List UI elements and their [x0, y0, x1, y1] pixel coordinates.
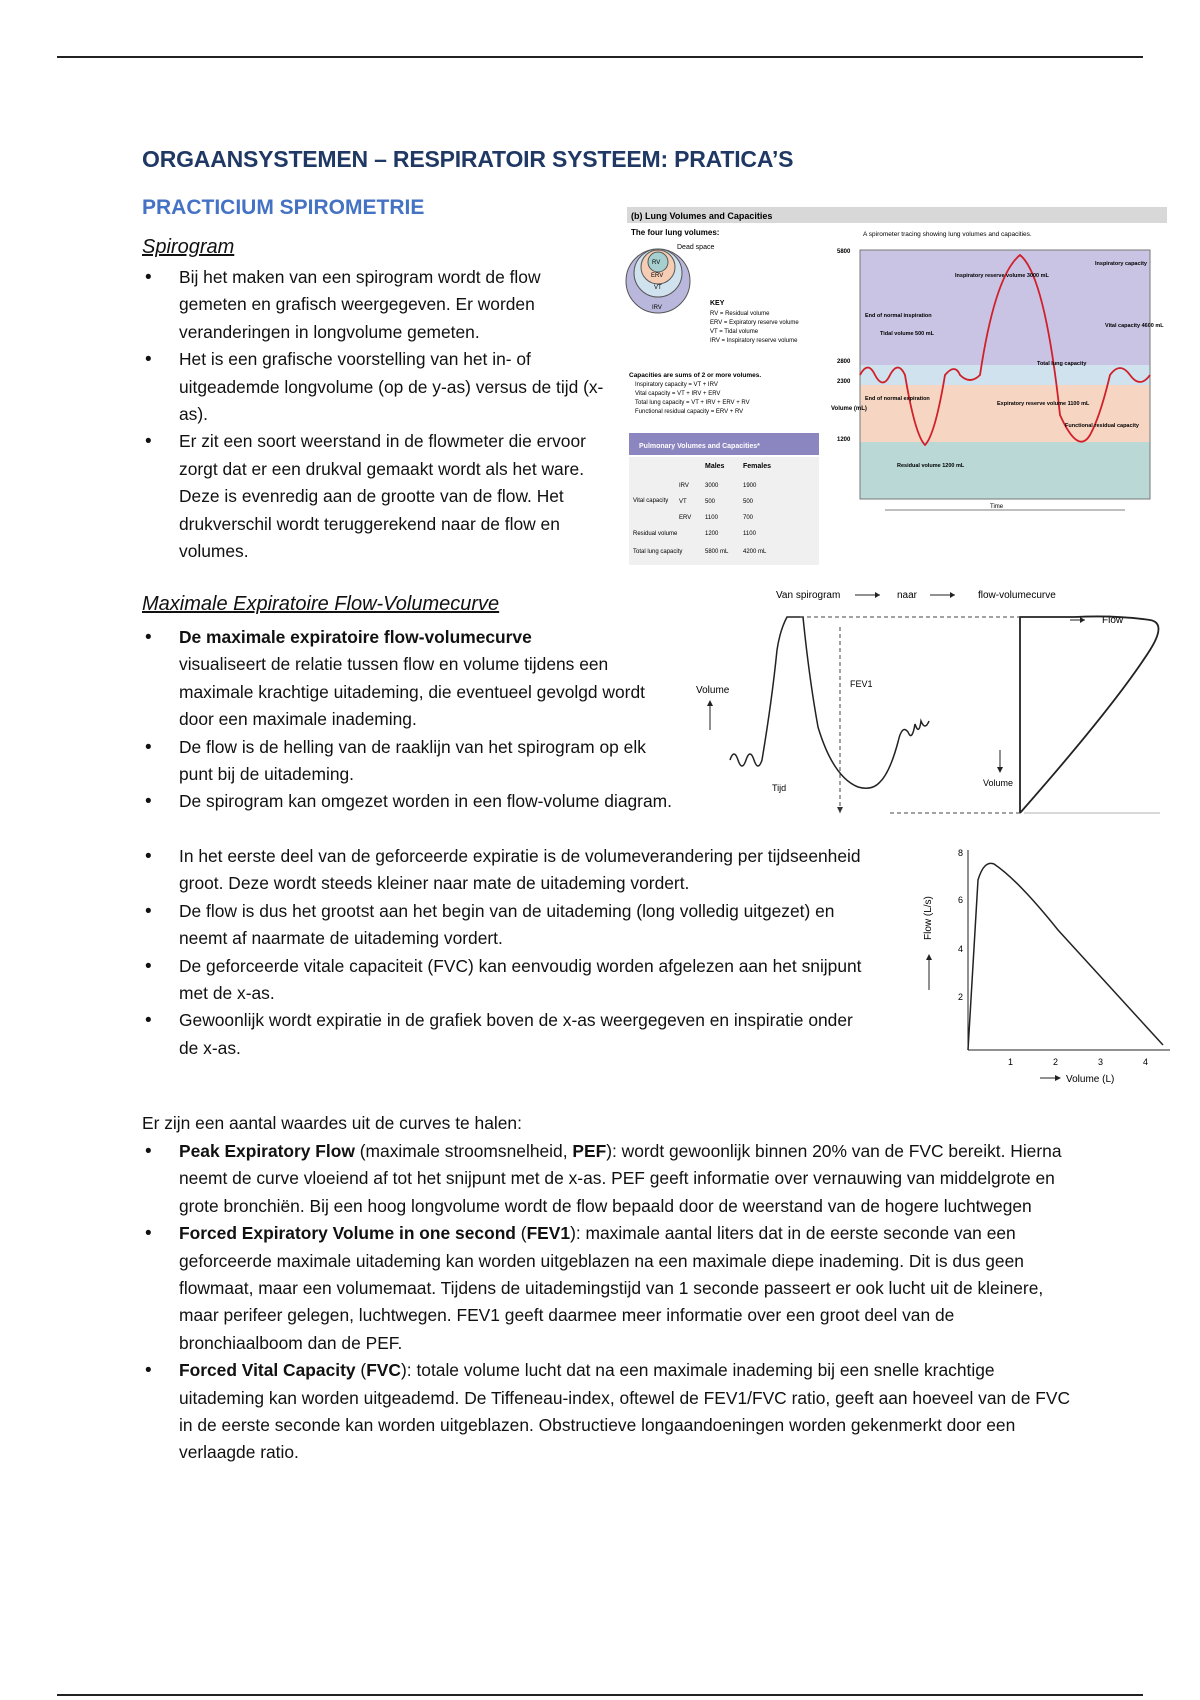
conv-title-mid: naar	[897, 590, 918, 601]
y-tick: 8	[958, 848, 964, 858]
erv-note: Expiratory reserve volume 1100 mL	[997, 401, 1090, 407]
table-cell: 1100	[743, 531, 756, 537]
x-tick: 2	[1053, 1057, 1059, 1067]
x-tick: 1	[1008, 1057, 1014, 1067]
end-insp-note: End of normal inspiration	[865, 313, 932, 319]
x-tick: 3	[1098, 1057, 1104, 1067]
list-text: visualiseert de relatie tussen flow en volume tijdens een maximale krachtige uitademing, die eventueel gevolgd wordt door een maximale inademing.	[179, 654, 645, 730]
frc-note: Functional residual capacity	[1065, 423, 1139, 429]
list-item	[142, 1138, 1082, 1220]
y-tick: 1200	[837, 437, 851, 443]
key-title: KEY	[710, 300, 725, 307]
capacity-line: Functional residual capacity = ERV + RV	[635, 409, 744, 415]
list-item: • In het eerste deel van de geforceerde expiratie is de volumeverandering per tijdseenheid groot. Deze wordt steeds kleiner naar mate de uitademing vordert.	[142, 843, 872, 898]
y-tick: 2800	[837, 359, 851, 365]
table-cell: 700	[743, 515, 754, 521]
spirogram-heading: Spirogram	[142, 236, 235, 258]
fv-x-arrowhead	[1055, 1075, 1061, 1081]
y-tick: 6	[958, 895, 964, 905]
top-rule	[57, 56, 1143, 58]
list-text: (	[515, 1223, 527, 1244]
fv-x-label: Volume (L)	[1066, 1074, 1115, 1085]
key-line: VT = Tidal volume	[710, 329, 759, 335]
list-item: • De flow is dus het grootst aan het begin van de uitademing (long volledig uitgezet) en neemt af naarmate de uitademing vordert.	[142, 898, 872, 953]
table-cell: 500	[743, 499, 754, 505]
section-heading: PRACTICIUM SPIROMETRIE	[142, 196, 425, 219]
bold-term: FVC	[366, 1360, 401, 1381]
list-item: • De spirogram kan omgezet worden in een flow-volume diagram.	[142, 788, 682, 815]
spirogram-trace	[730, 617, 929, 788]
rv-label: RV	[652, 260, 661, 266]
fv-y-label: Flow (L/s)	[923, 896, 934, 940]
table-head-females: Females	[743, 463, 772, 470]
rv-band	[860, 442, 1150, 499]
list-text: ): totale volume lucht dat na een maximale inademing bij een snelle krachtige uitademing kan worden uitgeademd. De Tiffeneau-index, oftewel de FEV1/FVC ratio, geeft aan hoeveel van de FVC in de eerste seconde kan worden uitgeblazen. Obstructieve longaandoeningen worden gekenmerkt door een verlaagde ratio.	[179, 1360, 1070, 1463]
conversion-figure	[690, 585, 1170, 840]
table-cell: 1900	[743, 483, 757, 489]
volume2-label: Volume	[983, 778, 1014, 788]
list-item: • Er zit een soort weerstand in de flowmeter die ervoor zorgt dat er een drukval gemaakt wordt als het ware. Deze is evenredig aan de grootte van de flow. Het drukverschil wordt teruggerekend naar de flow en volumes.	[142, 428, 610, 565]
flowcurve-list-top	[142, 624, 682, 816]
bold-term: Forced Expiratory Volume in one second	[179, 1223, 516, 1244]
volume-arrowhead	[707, 700, 713, 706]
capacity-line: Vital capacity = VT + IRV + ERV	[635, 391, 721, 397]
irv-label: IRV	[652, 305, 662, 311]
y-tick: 4	[958, 944, 964, 954]
values-intro: Er zijn een aantal waardes uit de curves te halen:	[142, 1113, 522, 1133]
spirogram-list	[142, 264, 610, 565]
lung-volumes-figure	[625, 205, 1170, 565]
list-item: • De geforceerde vitale capaciteit (FVC) kan eenvoudig worden afgelezen aan het snijpunt met de x-as.	[142, 953, 872, 1008]
flow-label: Flow	[1102, 615, 1124, 626]
table-row-label: Total lung capacity	[633, 549, 683, 555]
tv-band	[860, 365, 1150, 385]
erv-label: ERV	[651, 273, 664, 279]
list-text: ): maximale aantal liters dat in de eerste seconde van een geforceerde maximale uitademing kan worden uitgeblazen na een maximale diepe inademing. Dit is dus geen flowmaat, maar een volumemaat. Tijdens de uitademingstijd van 1 seconde passeert er ook lucht uit de kleinere, maar perifeer gelegen, luchtwegen. FEV1 geeft daarmee meer informatie over een groot deel van de bronchiaalboom dan de PEF.	[179, 1223, 1044, 1353]
dead-space-label: Dead space	[677, 244, 715, 251]
capacities-title: Capacities are sums of 2 or more volumes.	[629, 372, 762, 379]
list-item	[142, 1220, 1082, 1357]
vt-label: VT	[654, 285, 662, 291]
y-tick: 2	[958, 992, 964, 1002]
table-title: Pulmonary Volumes and Capacities*	[639, 443, 760, 450]
bold-term: Forced Vital Capacity	[179, 1360, 356, 1381]
y-tick: 5800	[837, 249, 851, 255]
end-exp-note: End of normal expiration	[865, 396, 930, 402]
list-item	[142, 624, 682, 734]
table-row-label: Residual volume	[633, 531, 678, 537]
table-row-label: ERV	[679, 515, 692, 521]
irv-band	[860, 250, 1150, 365]
figure-header: (b) Lung Volumes and Capacities	[631, 211, 773, 221]
table-row-label: IRV	[679, 483, 689, 489]
y-label: Volume (mL)	[831, 406, 867, 412]
bold-term: PEF	[572, 1141, 607, 1161]
list-item: • Bij het maken van een spirogram wordt de flow gemeten en grafisch weergegeven. Er worden veranderingen in longvolume gemeten.	[142, 264, 610, 346]
flow-volume-figure	[908, 840, 1170, 1090]
table-cell: 4200 mL	[743, 549, 767, 555]
erv-band	[860, 385, 1150, 442]
key-line: RV = Residual volume	[710, 311, 770, 317]
four-volumes-label: The four lung volumes:	[631, 228, 720, 237]
key-line: IRV = Inspiratory reserve volume	[710, 338, 798, 344]
table-cell: 1100	[705, 515, 718, 521]
bold-term: FEV1	[526, 1223, 571, 1244]
conv-title-left: Van spirogram	[776, 590, 841, 601]
table-cell: 5800 mL	[705, 549, 729, 555]
capacity-line: Inspiratory capacity = VT + IRV	[635, 382, 718, 388]
table-row-label: VT	[679, 499, 687, 505]
fev-arrowhead	[837, 807, 843, 813]
bold-term: De maximale expiratoire flow-volumecurve	[179, 627, 532, 647]
volume-label: Volume	[696, 685, 730, 696]
time-label: Time	[990, 504, 1004, 510]
flow-arrowhead	[1080, 617, 1085, 623]
table-vital-label: Vital capacity	[633, 498, 669, 504]
table-head-males: Males	[705, 463, 725, 470]
table-cell: 3000	[705, 483, 719, 489]
table-cell: 500	[705, 499, 716, 505]
ic-note: Inspiratory capacity	[1095, 261, 1147, 267]
trace-title: A spirometer tracing showing lung volumes and capacities.	[863, 231, 1032, 238]
irv-note: Inspiratory reserve volume 3000 mL	[955, 273, 1049, 279]
bold-term: Peak Expiratory Flow	[179, 1141, 355, 1161]
flowcurve-list-bottom	[142, 843, 872, 1062]
capacity-line: Total lung capacity = VT + IRV + ERV + RV	[635, 400, 750, 406]
list-text: (	[355, 1360, 367, 1381]
table-cell: 1200	[705, 531, 719, 537]
list-item	[142, 1357, 1082, 1467]
list-item: • Het is een grafische voorstelling van het in- of uitgeademde longvolume (op de y-as) versus de tijd (x-as).	[142, 346, 610, 428]
bottom-rule	[57, 1694, 1143, 1696]
fv-curve	[968, 863, 1163, 1050]
conv-arrowhead	[950, 592, 955, 598]
vc-note: Vital capacity 4600 mL	[1105, 323, 1164, 329]
flowcurve-heading: Maximale Expiratoire Flow-Volumecurve	[142, 593, 500, 615]
key-line: ERV = Expiratory reserve volume	[710, 320, 799, 326]
fv-y-arrowhead	[926, 954, 932, 960]
list-text: ): wordt gewoonlijk binnen 20% van de FVC bereikt. Hierna neemt de curve vloeiend af tot het snijpunt met de x-as. PEF geeft informatie over vernauwing van middelgrote en grote bronchiën. Bij een hoog longvolume wordt de flow bepaald door de weerstand van de hogere luchtwegen	[179, 1141, 1062, 1216]
tv-note: Tidal volume 500 mL	[880, 331, 935, 337]
conv-arrowhead	[875, 592, 880, 598]
fev-label: FEV1	[850, 679, 873, 689]
list-item: • Gewoonlijk wordt expiratie in de grafiek boven de x-as weergegeven en inspiratie onder de x-as.	[142, 1007, 872, 1062]
rv-note: Residual volume 1200 mL	[897, 463, 965, 469]
y-tick: 2300	[837, 379, 851, 385]
flow-volume-trace	[1020, 616, 1159, 813]
list-text: (maximale stroomsnelheid,	[354, 1141, 573, 1161]
list-item: • De flow is de helling van de raaklijn van het spirogram op elk punt bij de uitademing.	[142, 734, 682, 789]
page-title: ORGAANSYSTEMEN – RESPIRATOIR SYSTEEM: PRATICA’S	[142, 146, 794, 172]
volume2-arrowhead	[997, 767, 1003, 773]
x-tick: 4	[1143, 1057, 1149, 1067]
tijd-label: Tijd	[772, 783, 787, 793]
tlc-note: Total lung capacity	[1037, 361, 1087, 367]
values-list	[142, 1138, 1082, 1467]
conv-title-right: flow-volumecurve	[978, 590, 1056, 601]
